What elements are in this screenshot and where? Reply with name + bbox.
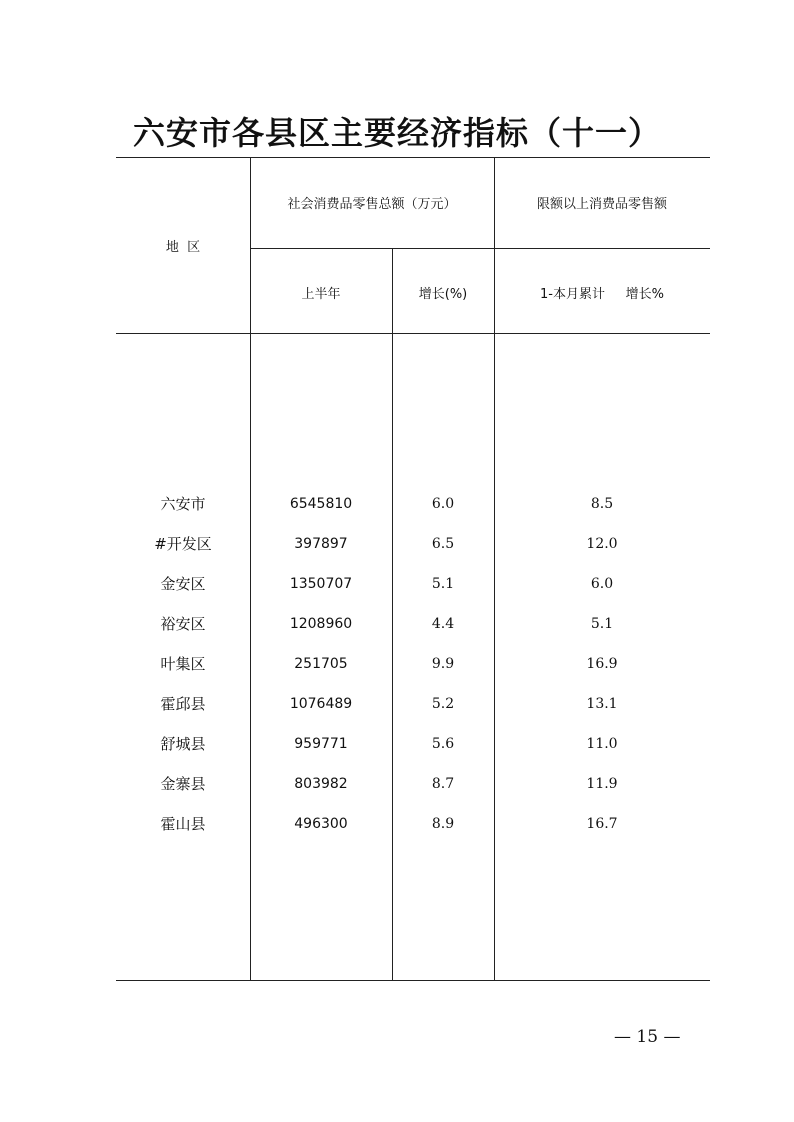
header-growth: 增长(%) xyxy=(418,287,468,302)
table-row xyxy=(0,695,794,715)
header-half-year: 上半年 xyxy=(301,287,341,302)
cell-region: 六安市 xyxy=(160,495,206,513)
header-cumulative-growth: 增长% xyxy=(625,287,664,302)
table-row xyxy=(0,775,794,795)
header-retail-sales-group: 社会消费品零售总额（万元） xyxy=(287,197,457,212)
table-row xyxy=(0,575,794,595)
cell-above-quota-growth: 11.9 xyxy=(586,776,618,792)
cell-growth: 4.4 xyxy=(431,616,455,632)
cell-growth: 8.7 xyxy=(431,776,455,792)
cell-growth: 5.6 xyxy=(431,736,455,752)
header-cumulative xyxy=(494,286,710,304)
header-above-quota-group: 限额以上消费品零售额 xyxy=(536,197,667,212)
cell-growth: 6.5 xyxy=(431,536,455,552)
table-bottom-rule xyxy=(116,980,710,981)
cell-growth: 5.1 xyxy=(431,576,455,592)
cell-region: 霍邱县 xyxy=(160,695,206,713)
table-row xyxy=(0,815,794,835)
cell-half-year: 6545810 xyxy=(289,496,353,512)
cell-above-quota-growth: 12.0 xyxy=(586,536,618,552)
cell-above-quota-growth: 11.0 xyxy=(586,736,618,752)
cell-growth: 6.0 xyxy=(431,496,455,512)
cell-region: 霍山县 xyxy=(160,815,206,833)
table-top-rule xyxy=(116,157,710,158)
column-divider-growth xyxy=(392,248,393,980)
cell-half-year: 251705 xyxy=(294,656,348,672)
cell-growth: 9.9 xyxy=(431,656,455,672)
table-row xyxy=(0,735,794,755)
column-divider-group xyxy=(494,157,495,980)
cell-above-quota-growth: 8.5 xyxy=(590,496,614,512)
cell-region: 裕安区 xyxy=(160,615,206,633)
cell-region: 舒城县 xyxy=(160,735,206,753)
cell-growth: 5.2 xyxy=(431,696,455,712)
cell-half-year: 496300 xyxy=(294,816,348,832)
cell-above-quota-growth: 6.0 xyxy=(590,576,614,592)
header-region: 地 区 xyxy=(165,240,201,255)
header-cumulative-label: 1-本月累计 xyxy=(540,287,605,302)
cell-region: 金安区 xyxy=(160,575,206,593)
cell-half-year: 397897 xyxy=(294,536,348,552)
cell-half-year: 959771 xyxy=(294,736,348,752)
cell-growth: 8.9 xyxy=(431,816,455,832)
table-row xyxy=(0,495,794,515)
cell-above-quota-growth: 13.1 xyxy=(586,696,618,712)
page-number: — 15 — xyxy=(614,1027,681,1047)
table-row xyxy=(0,535,794,555)
cell-above-quota-growth: 5.1 xyxy=(590,616,614,632)
cell-half-year: 1076489 xyxy=(289,696,353,712)
cell-region: 金寨县 xyxy=(160,775,206,793)
cell-half-year: 1208960 xyxy=(289,616,353,632)
cell-half-year: 803982 xyxy=(294,776,348,792)
header-bottom-rule xyxy=(116,333,710,334)
header-group-rule xyxy=(250,248,710,249)
cell-half-year: 1350707 xyxy=(289,576,353,592)
page-title: 六安市各县区主要经济指标（十一） xyxy=(132,114,661,152)
cell-region: 叶集区 xyxy=(160,655,206,673)
cell-above-quota-growth: 16.9 xyxy=(586,656,618,672)
column-divider-region xyxy=(250,157,251,980)
table-row xyxy=(0,615,794,635)
table-row xyxy=(0,655,794,675)
cell-above-quota-growth: 16.7 xyxy=(586,816,618,832)
cell-region: #开发区 xyxy=(154,535,212,553)
